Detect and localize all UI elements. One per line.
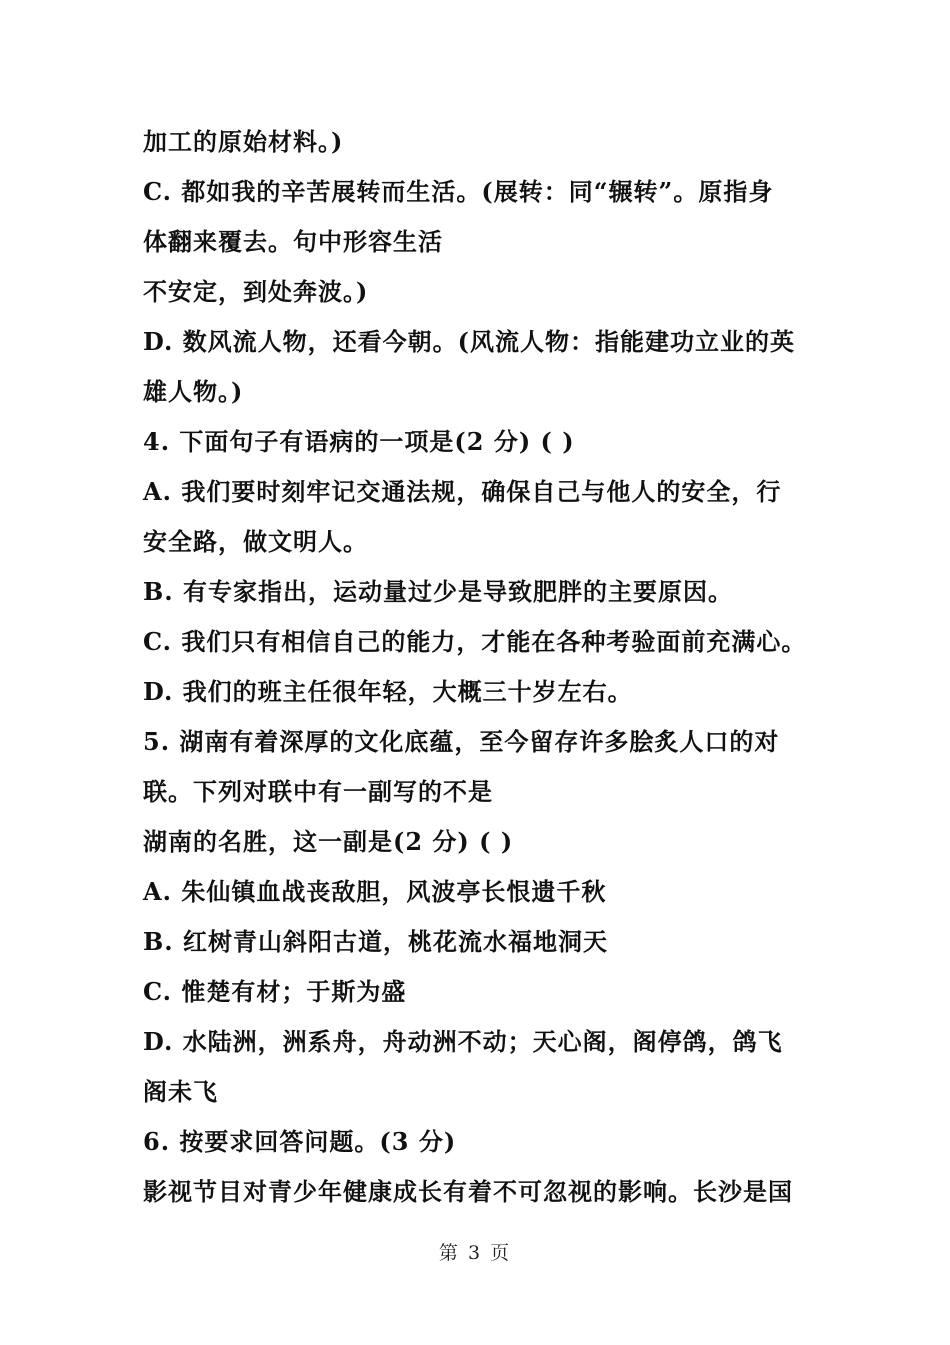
text-line: 不安定，到处奔波。) — [143, 277, 369, 306]
text-line: 体翻来覆去。句中形容生活 — [143, 227, 443, 256]
question-4-option-b: B. 有专家指出，运动量过少是导致肥胖的主要原因。 — [143, 577, 733, 606]
text-line: C. 都如我的辛苦展转而生活。(展转：同“辗转”。原指身 — [143, 177, 774, 206]
question-5-option-d: D. 水陆洲，洲系舟，舟动洲不动；天心阁，阁停鸽，鸽飞 — [143, 1027, 783, 1056]
text-line: 阁未飞 — [143, 1077, 218, 1106]
question-5-option-b: B. 红树青山斜阳古道，桃花流水福地洞天 — [143, 927, 608, 956]
question-4-stem: 4. 下面句子有语病的一项是(2 分) ( ) — [143, 427, 575, 456]
page-number: 第 3 页 — [438, 1242, 512, 1264]
question-5-option-a: A. 朱仙镇血战丧敌胆，风波亭长恨遗千秋 — [143, 877, 607, 906]
question-4-option-c: C. 我们只有相信自己的能力，才能在各种考验面前充满心。 — [143, 627, 807, 656]
text-line: D. 数风流人物，还看今朝。(风流人物：指能建功立业的英 — [143, 327, 796, 356]
question-5-stem: 5. 湖南有着深厚的文化底蕴，至今留存许多脍炙人口的对 — [143, 727, 780, 756]
question-4-option-a: A. 我们要时刻牢记交通法规，确保自己与他人的安全，行 — [143, 477, 782, 506]
text-line: 湖南的名胜，这一副是(2 分) ( ) — [143, 827, 514, 856]
text-line: 影视节目对青少年健康成长有着不可忽视的影响。长沙是国 — [143, 1177, 793, 1206]
question-4-option-d: D. 我们的班主任很年轻，大概三十岁左右。 — [143, 677, 633, 706]
question-5-option-c: C. 惟楚有材；于斯为盛 — [143, 977, 407, 1006]
question-6-stem: 6. 按要求回答问题。(3 分) — [143, 1127, 457, 1156]
text-line: 安全路，做文明人。 — [143, 527, 368, 556]
text-line: 加工的原始材料。) — [143, 127, 344, 156]
text-line: 联。下列对联中有一副写的不是 — [143, 777, 493, 806]
text-line: 雄人物。) — [143, 377, 244, 406]
